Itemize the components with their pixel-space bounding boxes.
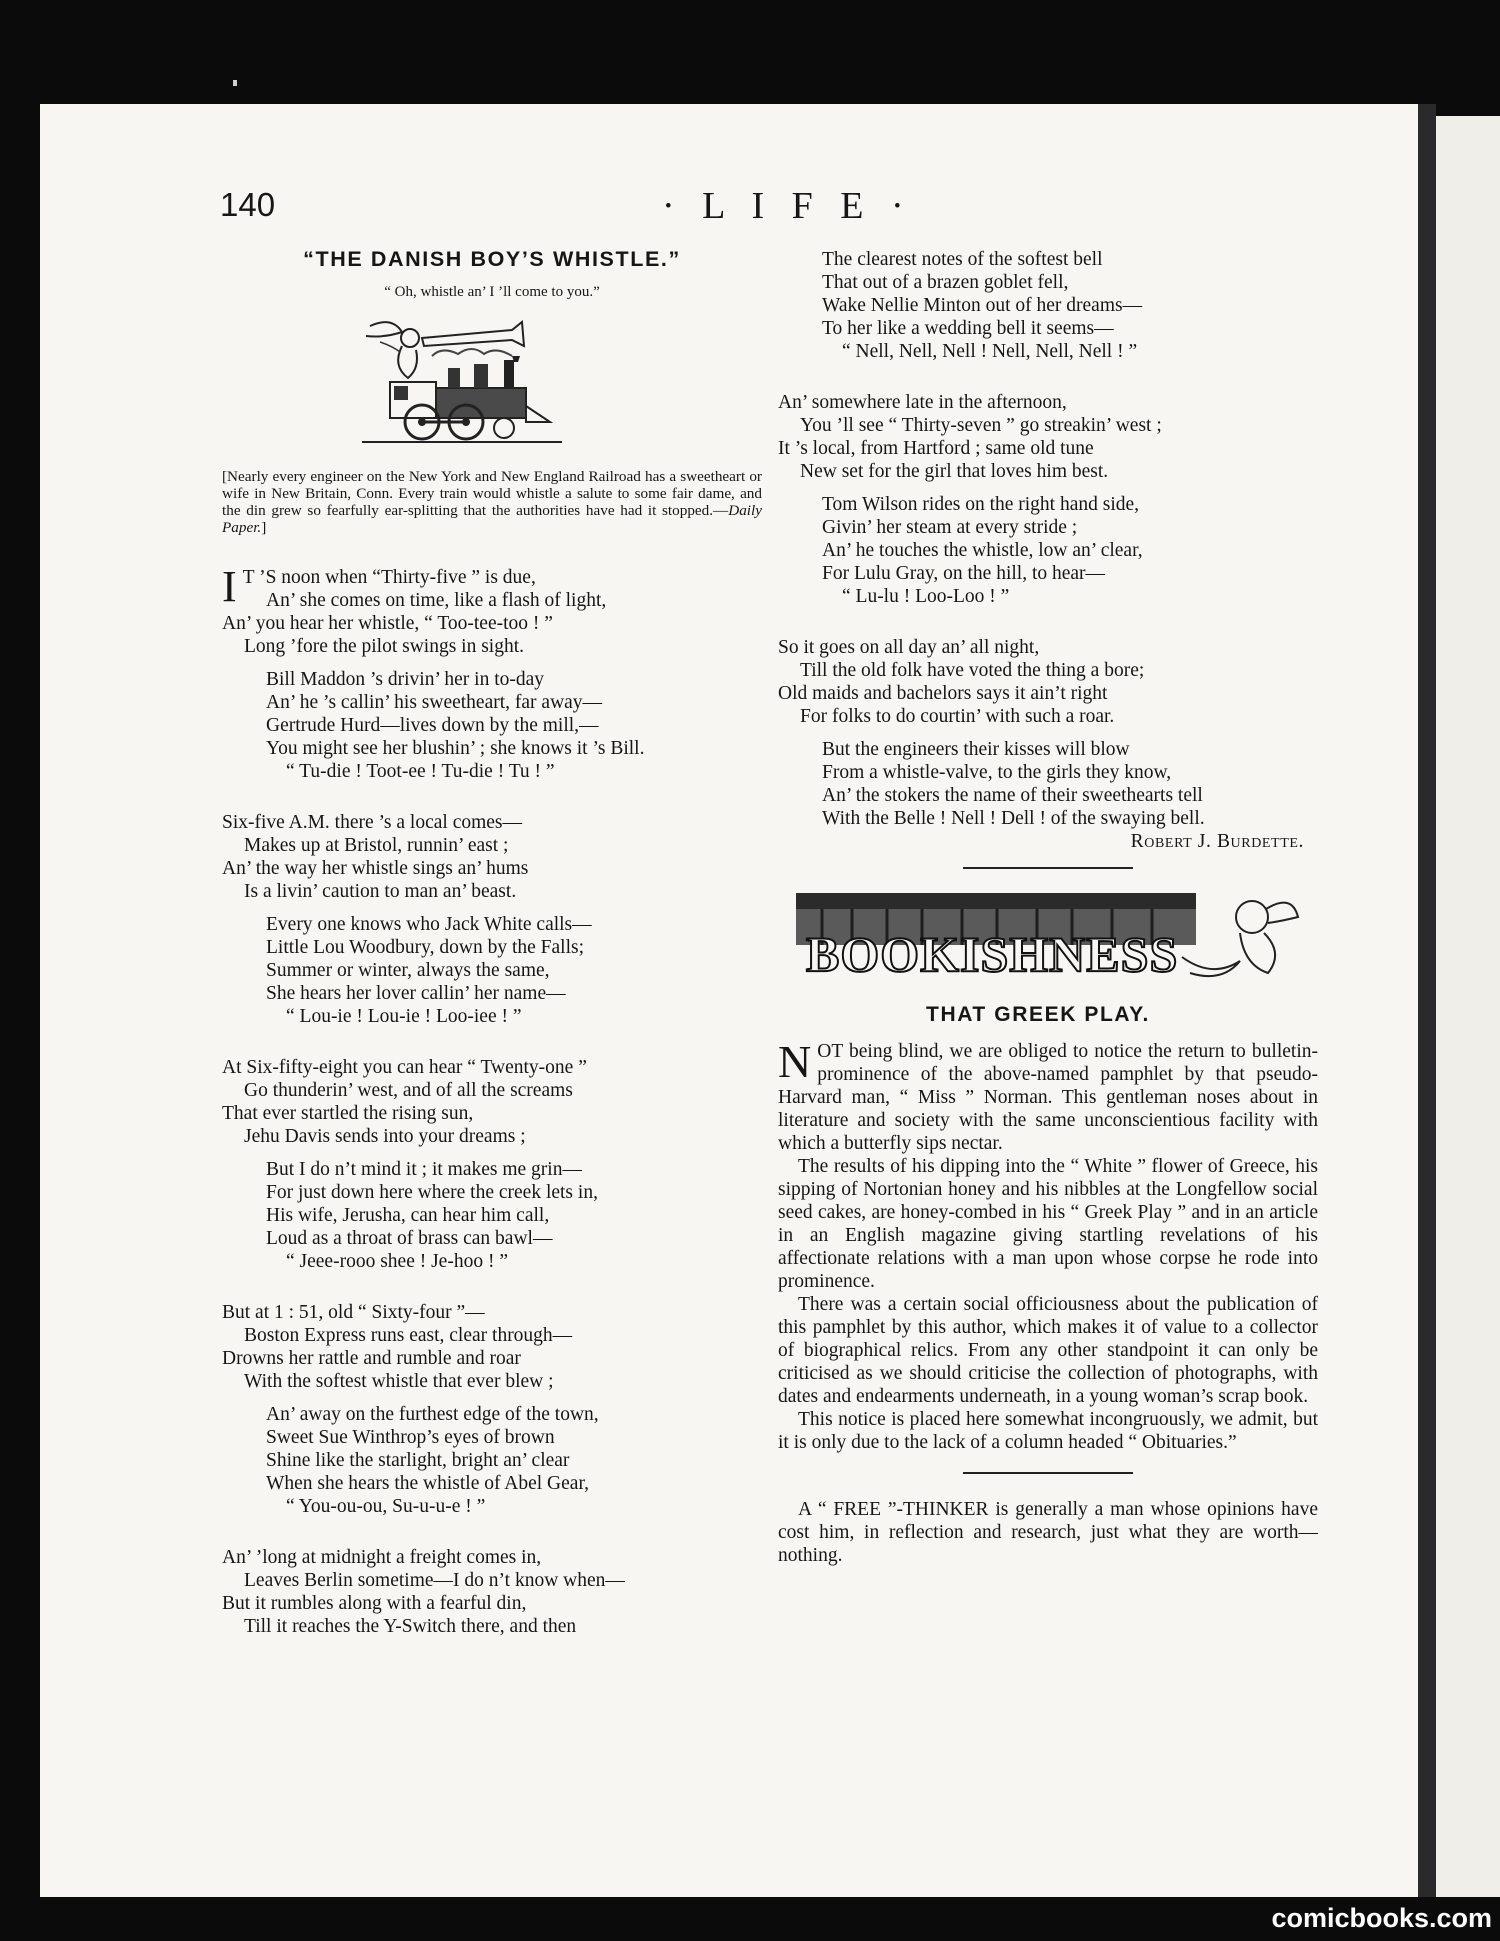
poem-line: Jehu Davis sends into your dreams ;: [244, 1126, 526, 1147]
poem-note-source: Daily Paper.: [222, 502, 762, 536]
poem-line: The clearest notes of the softest bell: [822, 249, 1103, 270]
poem-line: For Lulu Gray, on the hill, to hear—: [822, 563, 1106, 584]
article-paragraph: This notice is placed here somewhat incongruously, we admit, but it is only due to the lack of a column headed “ Obituaries.”: [778, 1408, 1318, 1453]
article-paragraph: The results of his dipping into the “ White ” flower of Greece, his sipping of Nortonian honey and his nibbles at the Longfellow social seed cakes, are honey-combed in his “ Greek Play ” and in an article in an English magazine giving startling revelations of his affectionate relations with a man upon whose corpse he rode into prominence.: [778, 1155, 1318, 1292]
poem-author: Robert J. Burdette.: [1130, 831, 1304, 852]
facing-page-edge: [1436, 116, 1500, 1897]
poem-line: New set for the girl that loves him best.: [800, 461, 1109, 482]
poem-line: An’ he ’s callin’ his sweetheart, far away—: [266, 692, 603, 713]
poem-line: Tom Wilson rides on the right hand side,: [822, 494, 1140, 515]
poem-line: “ Jeee-rooo shee ! Je-hoo ! ”: [286, 1251, 508, 1272]
poem-line: Boston Express runs east, clear through—: [244, 1325, 573, 1346]
poem-line: Wake Nellie Minton out of her dreams—: [822, 295, 1143, 316]
stanza-4: [222, 1301, 762, 1518]
poem-line: Shine like the starlight, bright an’ clear: [266, 1450, 570, 1471]
stanza-5: [222, 1546, 762, 1638]
poem-line: Sweet Sue Winthrop’s eyes of brown: [266, 1427, 555, 1448]
poem-line: With the softest whistle that ever blew ;: [244, 1371, 554, 1392]
poem-line: Go thunderin’ west, and of all the screams: [244, 1080, 573, 1101]
poem-line: Drowns her rattle and rumble and roar: [222, 1348, 521, 1369]
right-column: [778, 248, 1318, 1567]
poem-title: “THE DANISH BOY’S WHISTLE.”: [303, 247, 681, 271]
poem-line: But I do n’t mind it ; it makes me grin—: [266, 1159, 582, 1180]
poem-line: Till the old folk have voted the thing a bore;: [800, 660, 1145, 681]
article-paragraph: There was a certain social officiousness about the publication of this pamphlet by this author, which makes it of value to a collector of biographical relics. From any other standpoint it can only be criticised as we should criticise the collection of photographs, with dates and endearments underneath, in a young woman’s scrap book.: [778, 1293, 1318, 1407]
poem-line: Long ’fore the pilot swings in sight.: [244, 636, 525, 657]
poem-line: “ Nell, Nell, Nell ! Nell, Nell, Nell ! ”: [842, 341, 1138, 362]
poem-line: Is a livin’ caution to man an’ beast.: [244, 881, 517, 902]
poem-line: It ’s local, from Hartford ; same old tune: [778, 438, 1094, 459]
poem-line: An’ he touches the whistle, low an’ clear,: [822, 540, 1143, 561]
stanza-7: [778, 391, 1318, 608]
scan-speck: [233, 80, 237, 86]
magazine-title: · L I F E ·: [662, 185, 913, 227]
stanza-6: [778, 248, 1318, 363]
poem-line: For folks to do courtin’ with such a roar.: [800, 706, 1115, 727]
poem-line: Bill Maddon ’s drivin’ her in to-day: [266, 669, 545, 690]
poem-line: Old maids and bachelors says it ain’t right: [778, 683, 1108, 704]
bookishness-banner: [792, 887, 1302, 997]
page-number: 140: [220, 186, 276, 223]
poem-line: “ You-ou-ou, Su-u-u-e ! ”: [286, 1496, 486, 1517]
stanza-1: [222, 562, 762, 783]
poem-line: But it rumbles along with a fearful din,: [222, 1593, 527, 1614]
poem-line: She hears her lover callin’ her name—: [266, 983, 566, 1004]
drop-cap-i: I: [222, 562, 237, 611]
poem-line: An’ the way her whistle sings an’ hums: [222, 858, 529, 879]
poem-line: That out of a brazen goblet fell,: [822, 272, 1069, 293]
section-divider: [963, 867, 1133, 869]
poem-line: An’ ’long at midnight a freight comes in,: [222, 1547, 542, 1568]
freethinker-paragraph: A “ FREE ”-THINKER is generally a man whose opinions have cost him, in reflection and research, just what they are worth—nothing.: [778, 1498, 1318, 1566]
poem-line: An’ you hear her whistle, “ Too-tee-too ! ”: [222, 613, 553, 634]
site-watermark: comicbooks.com: [1271, 1903, 1492, 1933]
poem-line: So it goes on all day an’ all night,: [778, 637, 1040, 658]
poem-line: Six-five A.M. there ’s a local comes—: [222, 812, 523, 833]
poem-line: That ever startled the rising sun,: [222, 1103, 474, 1124]
poem-line: From a whistle-valve, to the girls they know,: [822, 762, 1172, 783]
bookishness-banner-text: BOOKISHNESS: [806, 925, 1179, 982]
locomotive-illustration: [362, 316, 592, 446]
poem-line: When she hears the whistle of Abel Gear,: [266, 1473, 590, 1494]
poem-line: T ’S noon when “Thirty-five ” is due,: [242, 567, 536, 588]
poem-line: Loud as a throat of brass can bawl—: [266, 1228, 553, 1249]
section-divider: [963, 1472, 1133, 1474]
poem-line: For just down here where the creek lets in,: [266, 1182, 598, 1203]
poem-line: “ Tu-die ! Toot-ee ! Tu-die ! Tu ! ”: [286, 761, 555, 782]
poem-line: Makes up at Bristol, runnin’ east ;: [244, 835, 509, 856]
poem-line: You ’ll see “ Thirty-seven ” go streakin’ west ;: [800, 415, 1162, 436]
poem-line: Little Lou Woodbury, down by the Falls;: [266, 937, 584, 958]
poem-line: But at 1 : 51, old “ Sixty-four ”—: [222, 1302, 485, 1323]
poem-epigraph: “ Oh, whistle an’ I ’ll come to you.”: [384, 284, 600, 300]
poem-line: Every one knows who Jack White calls—: [266, 914, 592, 935]
poem-line: Givin’ her steam at every stride ;: [822, 517, 1078, 538]
poem-line: “ Lou-ie ! Lou-ie ! Loo-iee ! ”: [286, 1006, 522, 1027]
poem-line: With the Belle ! Nell ! Dell ! of the swaying bell.: [822, 808, 1205, 829]
drop-cap-n: N: [778, 1035, 812, 1087]
stanza-8: [778, 636, 1318, 853]
poem-line: Leaves Berlin sometime—I do n’t know when—: [244, 1570, 625, 1591]
poem-line: Summer or winter, always the same,: [266, 960, 550, 981]
poem-line: “ Lu-lu ! Loo-Loo ! ”: [842, 586, 1010, 607]
poem-line: An’ the stokers the name of their sweethearts tell: [822, 785, 1203, 806]
poem-line: An’ somewhere late in the afternoon,: [778, 392, 1067, 413]
poem-note-text: [Nearly every engineer on the New York and New England Railroad has a sweetheart or wife in New Britain, Conn. Every train would whistle a salute to some fair dame, and the din grew so fearfully ear-splitting that the authorities have had it stopped.—: [222, 468, 762, 519]
poem-line: An’ she comes on time, like a flash of light,: [266, 590, 607, 611]
poem-line: Gertrude Hurd—lives down by the mill,—: [266, 715, 599, 736]
poem-note-close: ]: [261, 519, 267, 536]
article-paragraph: [778, 1035, 1318, 1155]
page-header: [220, 186, 1120, 236]
poem-note: [222, 468, 762, 536]
poem-line: An’ away on the furthest edge of the town,: [266, 1404, 599, 1425]
article-paragraph-text: OT being blind, we are obliged to notice the return to bulletin-prominence of the above-named pamphlet by that pseudo-Harvard man, “ Miss ” Norman. This gentleman noses about in literature and society with the same unconscientious facility with which a butterfly sips nectar.: [778, 1040, 1318, 1154]
poem-line: To her like a wedding bell it seems—: [822, 318, 1114, 339]
poem-line: At Six-fifty-eight you can hear “ Twenty-one ”: [222, 1057, 587, 1078]
left-column: [222, 248, 762, 1638]
poem-line: His wife, Jerusha, can hear him call,: [266, 1205, 550, 1226]
article-heading: THAT GREEK PLAY.: [926, 1002, 1150, 1026]
stanza-2: [222, 811, 762, 1028]
poem-line: But the engineers their kisses will blow: [822, 739, 1130, 760]
stanza-3: [222, 1056, 762, 1273]
poem-line: You might see her blushin’ ; she knows it ’s Bill.: [266, 738, 645, 759]
article-body: [778, 1035, 1318, 1454]
poem-line: Till it reaches the Y-Switch there, and then: [244, 1616, 577, 1637]
page-gutter: [1418, 104, 1436, 1897]
